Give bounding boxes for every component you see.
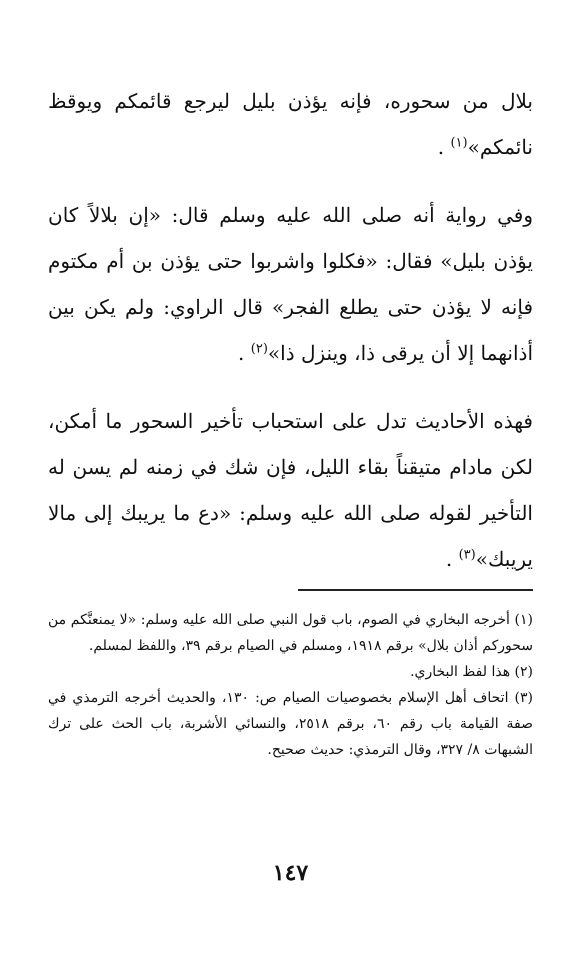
paragraph-1-text: بلال من سحوره، فإنه يؤذن بليل ليرجع قائمكم ويوقظ نائمكم» — [48, 89, 533, 159]
paragraph-2-text: وفي رواية أنه صلى الله عليه وسلم قال: «إن بلالاً كان يؤذن بليل» فقال: «فكلوا واشربوا حتى يؤذن بن أم مكتوم فإنه لا يؤذن حتى يطلع الفجر» قال الراوي: ولم يكن بين أذانهما إلا أن يرقى ذا، وينزل ذا» — [48, 203, 533, 365]
main-text — [48, 78, 533, 582]
paragraph-3-text: فهذه الأحاديث تدل على استحباب تأخير السحور ما أمكن، لكن مادام متيقناً بقاء الليل، فإن شك في زمنه لم يسن له التأخير لقوله صلى الله عليه وسلم: «دع ما يريبك إلى مالا يريبك» — [48, 409, 533, 571]
footnote-ref-1: (١) — [450, 135, 468, 151]
page-number: ١٤٧ — [272, 860, 309, 886]
paragraph-1-tail: . — [437, 135, 451, 159]
paragraph-2 — [48, 192, 533, 376]
footnote-1: (١) أخرجه البخاري في الصوم، باب قول النبي صلى الله عليه وسلم: «لا يمنعنَّكم من سحوركم أذان بلال» برقم ١٩١٨، ومسلم في الصيام برقم ٣٩، واللفظ لمسلم. — [48, 612, 533, 654]
paragraph-1 — [48, 78, 533, 170]
paragraph-3 — [48, 398, 533, 582]
footnotes — [48, 607, 533, 763]
footnote-separator — [298, 589, 533, 591]
footnote-ref-3: (٣) — [458, 547, 476, 563]
footnote-2: (٢) هذا لفظ البخاري. — [410, 664, 533, 680]
paragraph-3-tail: . — [445, 547, 459, 571]
paragraph-2-tail: . — [238, 341, 251, 365]
footnote-3: (٣) اتحاف أهل الإسلام بخصوصيات الصيام ص: ١٣٠، والحديث أخرجه الترمذي في صفة القيامة باب رقم ٦٠، برقم ٢٥١٨، والنسائي الأشربة، باب الحث على ترك الشبهات ٨/ ٣٢٧، وقال الترمذي: حديث صحيح. — [48, 690, 533, 758]
footnote-ref-2: (٢) — [250, 341, 268, 357]
